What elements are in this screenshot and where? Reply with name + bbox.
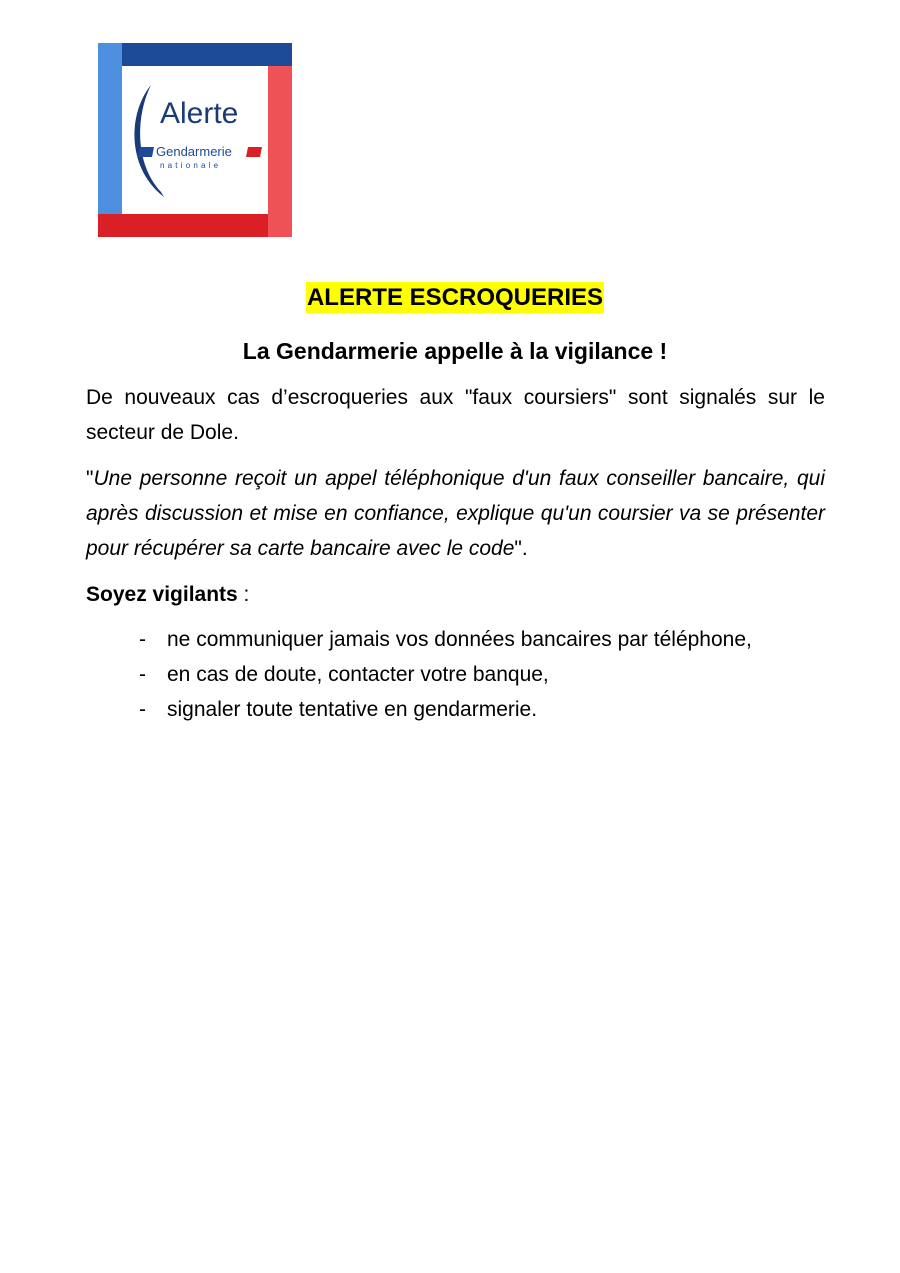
tip-text: signaler toute tentative en gendarmerie. <box>167 698 538 721</box>
gendarmerie-alert-logo <box>98 43 292 237</box>
intro-paragraph: De nouveaux cas d’escroqueries aux "faux coursiers" sont signalés sur le secteur de Dole. <box>86 386 825 444</box>
tip-text: en cas de doute, contacter votre banque, <box>167 663 549 686</box>
list-dash: - <box>139 663 146 686</box>
advice-colon: : <box>237 583 250 606</box>
quote-paragraph <box>86 461 825 566</box>
document-body <box>86 380 825 727</box>
list-dash: - <box>139 698 146 721</box>
list-item <box>86 657 825 692</box>
tips-list <box>86 622 825 727</box>
quote-open-mark: " <box>86 467 94 490</box>
logo-brand: Gendarmerie <box>156 144 232 159</box>
logo-word: Alerte <box>160 97 239 130</box>
logo-brand-sub: nationale <box>160 161 222 170</box>
quote-close-mark: ". <box>514 537 528 560</box>
subtitle: La Gendarmerie appelle à la vigilance ! <box>242 338 668 364</box>
advice-heading <box>86 577 825 612</box>
tip-text: ne communiquer jamais vos données bancaires par téléphone, <box>167 628 752 651</box>
list-item <box>86 622 825 657</box>
page-title <box>0 280 900 316</box>
advice-label: Soyez vigilants <box>86 583 238 606</box>
list-dash: - <box>139 628 146 651</box>
quote-text: Une personne reçoit un appel téléphonique d'un faux conseiller bancaire, qui après discussion et mise en confiance, explique qu'un coursier va se présenter pour récupérer sa carte bancaire avec le code <box>86 467 825 560</box>
highlighted-title: ALERTE ESCROQUERIES <box>306 284 604 311</box>
list-item <box>86 692 825 727</box>
